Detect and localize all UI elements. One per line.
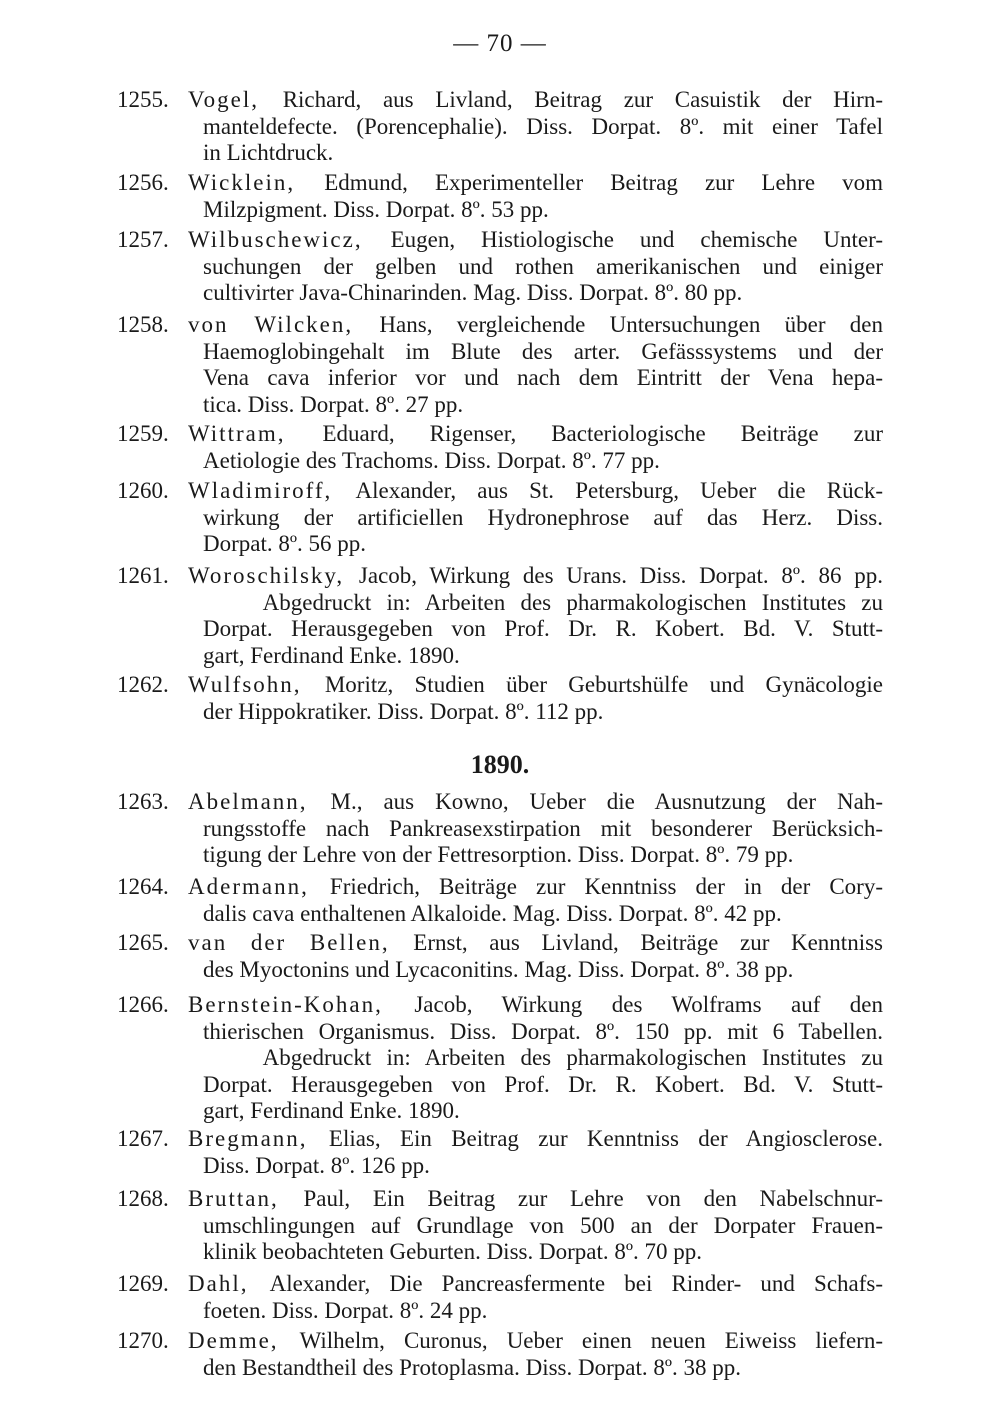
entry-continuation-line [203,1098,883,1124]
entry-number: 1255. [117,87,169,112]
entry-text: gart, Ferdinand Enke. 1890. [203,643,460,668]
entry-first-line [188,1126,883,1152]
entry-number: 1267. [117,1126,169,1151]
entry-first-line [188,672,883,698]
entry-text: suchungen der gelben und rothen amerikanischen und einiger [203,254,883,279]
entry-first-line [188,874,883,900]
entry-text: Alexander, aus St. Petersburg, Ueber die Rück- [355,478,883,503]
entry-continuation-line [203,842,883,868]
entry-text: cultivirter Java-Chinarinden. Mag. Diss. Dorpat. 8º. 80 pp. [203,280,743,305]
entry-continuation-line [203,1239,883,1265]
author-name: Bregmann, [188,1126,329,1151]
entry-continuation-line [203,1153,883,1179]
entry-first-line [188,312,883,338]
entry-first-line [188,87,883,113]
entry-text: thierischen Organismus. Diss. Dorpat. 8º. 150 pp. mit 6 Tabellen. [203,1019,883,1044]
entry-text: Jacob, Wirkung des Urans. Diss. Dorpat. 8º. 86 pp. [358,563,883,588]
entry-first-line [188,563,883,589]
author-name: Abelmann, [188,789,331,814]
entry-text: foeten. Diss. Dorpat. 8º. 24 pp. [203,1298,488,1323]
entry-first-line [188,1328,883,1354]
entry-text: rungsstoffe nach Pankreasexstirpation mit besonderer Berücksich- [203,816,883,841]
entry-number: 1264. [117,874,169,899]
entry-continuation-line [203,280,883,306]
author-name: Vogel, [188,87,283,112]
entry-text: Jacob, Wirkung des Wolframs auf den [414,992,883,1017]
entry-continuation-line [203,448,883,474]
entry-text: der Hippokratiker. Diss. Dorpat. 8º. 112 pp. [203,699,604,724]
entry-continuation-line [203,392,883,418]
entry-continuation-line [203,365,883,391]
entry-text: Paul, Ein Beitrag zur Lehre von den Nabelschnur- [303,1186,883,1211]
entry-continuation-line [203,699,883,725]
author-name: Adermann, [188,874,330,899]
entry-first-line [188,170,883,196]
entry-continuation-line [203,816,883,842]
entry-text: Diss. Dorpat. 8º. 126 pp. [203,1153,430,1178]
entry-text: Friedrich, Beiträge zur Kenntniss der in der Cory- [329,874,883,899]
page-number: — 70 — [453,30,547,57]
entry-text: wirkung der artificiellen Hydronephrose auf das Herz. Diss. [203,505,883,530]
entry-number: 1261. [117,563,169,588]
entry-first-line [188,1186,883,1212]
author-name: Wittram, [188,421,323,446]
entry-text: Abgedruckt in: Arbeiten des pharmakologischen Institutes zu [203,1045,883,1070]
year-heading: 1890. [470,750,530,779]
entry-first-line [188,1271,883,1297]
entry-number: 1263. [117,789,169,814]
entry-text: Dorpat. 8º. 56 pp. [203,531,366,556]
entry-number: 1265. [117,930,169,955]
entry-text: Alexander, Die Pancreasfermente bei Rinder- und Schafs- [269,1271,883,1296]
entry-text: Dorpat. Herausgegeben von Prof. Dr. R. Kobert. Bd. V. Stutt- [203,1072,883,1097]
author-name: Wilbuschewicz, [188,227,391,252]
entry-text: Abgedruckt in: Arbeiten des pharmakologischen Institutes zu [203,590,883,615]
entry-first-line [188,930,883,956]
entry-text: Edmund, Experimenteller Beitrag zur Lehre vom [324,170,883,195]
entry-text: Wilhelm, Curonus, Ueber einen neuen Eiweiss liefern- [299,1328,883,1353]
entry-text: Dorpat. Herausgegeben von Prof. Dr. R. Kobert. Bd. V. Stutt- [203,616,883,641]
author-name: Bernstein-Kohan, [188,992,415,1017]
entry-text: Ernst, aus Livland, Beiträge zur Kenntniss [413,930,883,955]
entry-text: umschlingungen auf Grundlage von 500 an der Dorpater Frauen- [203,1213,883,1238]
entry-number: 1258. [117,312,169,337]
entry-number: 1268. [117,1186,169,1211]
author-name: Bruttan, [188,1186,304,1211]
entry-text: Milzpigment. Diss. Dorpat. 8º. 53 pp. [203,197,549,222]
entry-text: Vena cava inferior vor und nach dem Eintritt der Vena hepa- [203,365,883,390]
entry-number: 1270. [117,1328,169,1353]
entry-continuation-line [203,643,883,669]
author-name: von Wilcken, [188,312,380,337]
entry-text: Eugen, Histiologische und chemische Unter- [390,227,883,252]
entry-text: Elias, Ein Beitrag zur Kenntniss der Angiosclerose. [328,1126,884,1151]
entry-continuation-line [203,1355,883,1381]
entry-first-line [188,421,883,447]
entry-number: 1259. [117,421,169,446]
entry-continuation-line [203,901,883,927]
author-name: Demme, [188,1328,300,1353]
entry-text: tica. Diss. Dorpat. 8º. 27 pp. [203,392,464,417]
entry-text: Richard, aus Livland, Beitrag zur Casuistik der Hirn- [282,87,883,112]
entry-text: Moritz, Studien über Geburtshülfe und Gynäcologie [324,672,883,697]
entry-continuation-line [203,531,883,557]
entry-text: Aetiologie des Trachoms. Diss. Dorpat. 8º. 77 pp. [203,448,660,473]
entry-text: gart, Ferdinand Enke. 1890. [203,1098,460,1123]
entry-number: 1262. [117,672,169,697]
author-name: Woroschilsky, [188,563,359,588]
author-name: Wicklein, [188,170,325,195]
entry-continuation-line [203,254,883,280]
entry-first-line [188,992,883,1018]
entry-continuation-line [203,505,883,531]
entry-continuation-line [203,616,883,642]
entry-continuation-line [203,1019,883,1045]
entry-continuation-line [203,590,883,616]
author-name: Wulfsohn, [188,672,325,697]
entry-first-line [188,227,883,253]
author-name: van der Bellen, [188,930,414,955]
entry-text: des Myoctonins und Lycaconitins. Mag. Diss. Dorpat. 8º. 38 pp. [203,957,794,982]
entry-text: in Lichtdruck. [203,140,334,165]
entry-continuation-line [203,197,883,223]
entry-number: 1269. [117,1271,169,1296]
entry-first-line [188,789,883,815]
entry-continuation-line [203,1213,883,1239]
entry-text: Haemoglobingehalt im Blute des arter. Gefässsystems und der [203,339,883,364]
entry-number: 1266. [117,992,169,1017]
author-name: Wladimiroff, [188,478,356,503]
entry-text: M., aus Kowno, Ueber die Ausnutzung der Nah- [330,789,883,814]
entry-text: klinik beobachteten Geburten. Diss. Dorpat. 8º. 70 pp. [203,1239,702,1264]
entry-text: den Bestandtheil des Protoplasma. Diss. Dorpat. 8º. 38 pp. [203,1355,741,1380]
entry-continuation-line [203,1045,883,1071]
entry-continuation-line [203,957,883,983]
entry-text: Hans, vergleichende Untersuchungen über den [379,312,883,337]
entry-text: tigung der Lehre von der Fettresorption. Diss. Dorpat. 8º. 79 pp. [203,842,794,867]
entry-number: 1256. [117,170,169,195]
entry-continuation-line [203,114,883,140]
entry-text: Eduard, Rigenser, Bacteriologische Beiträge zur [322,421,883,446]
entry-continuation-line [203,140,883,166]
entry-number: 1257. [117,227,169,252]
entry-first-line [188,478,883,504]
entry-text: dalis cava enthaltenen Alkaloide. Mag. Diss. Dorpat. 8º. 42 pp. [203,901,782,926]
author-name: Dahl, [188,1271,270,1296]
entry-continuation-line [203,339,883,365]
entry-continuation-line [203,1072,883,1098]
entry-text: manteldefecte. (Porencephalie). Diss. Dorpat. 8º. mit einer Tafel [203,114,883,139]
entry-number: 1260. [117,478,169,503]
entry-continuation-line [203,1298,883,1324]
